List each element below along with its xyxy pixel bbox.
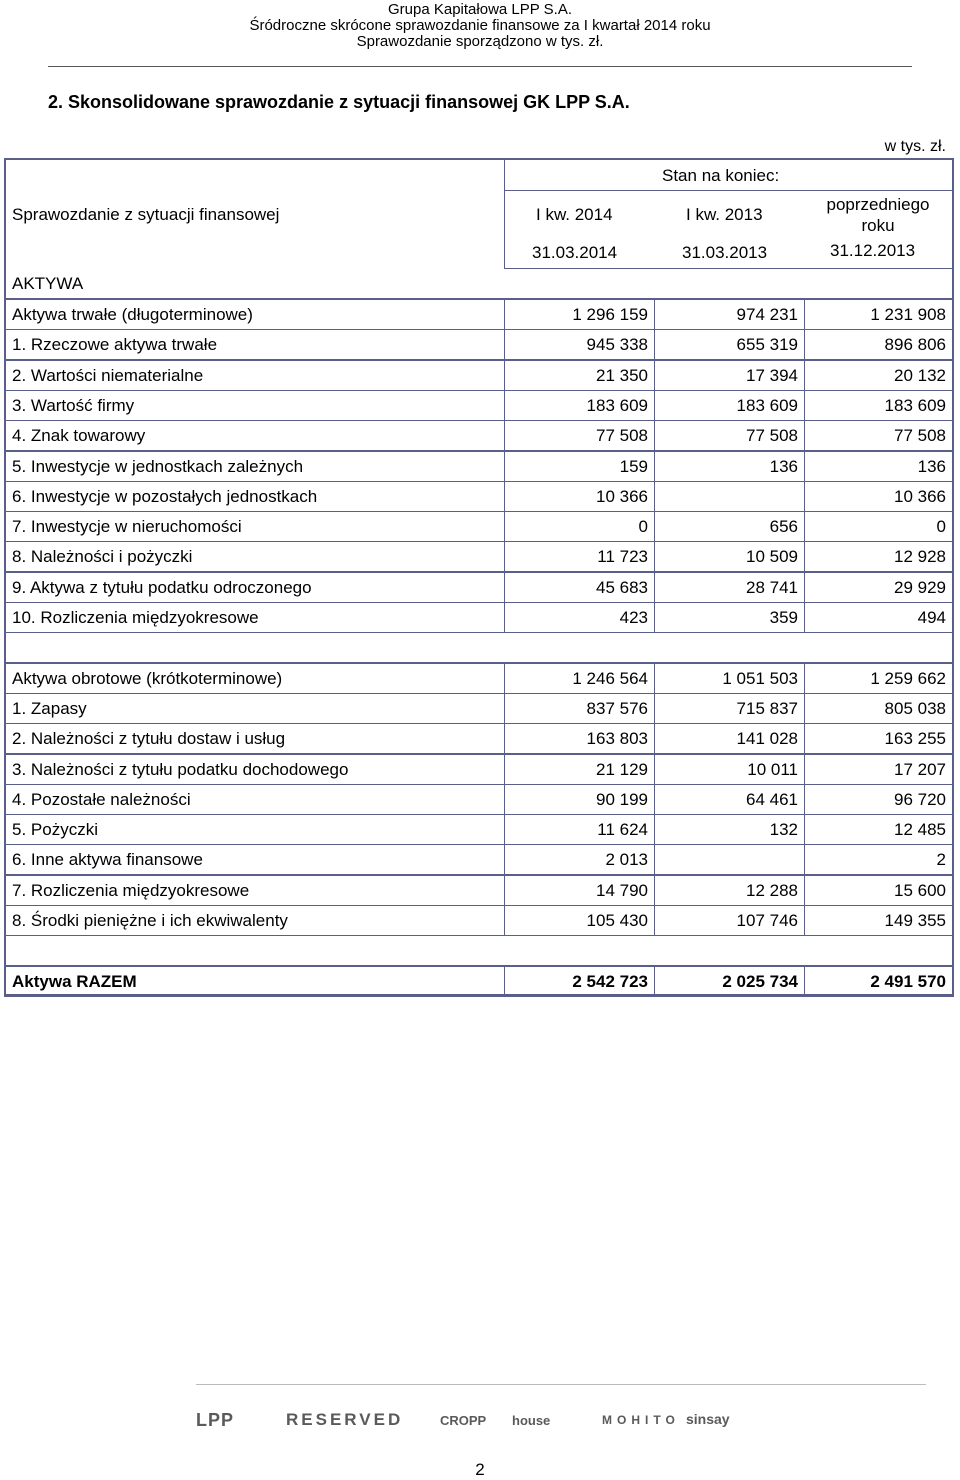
table-row	[4, 481, 954, 511]
row-label: 8. Środki pieniężne i ich ekwiwalenty	[12, 911, 288, 930]
table-row	[4, 541, 954, 571]
cell-v2: 136	[769, 457, 798, 476]
row-label: 6. Inne aktywa finansowe	[12, 850, 203, 869]
table-row	[4, 572, 954, 602]
row-label: 3. Wartość firmy	[12, 396, 135, 415]
col1-period: I kw. 2014	[536, 205, 613, 224]
cell-v1: 837 576	[586, 699, 648, 718]
col3-date: 31.12.2013	[830, 241, 916, 260]
header-grid-line	[504, 268, 954, 269]
house-logo: house	[512, 1413, 551, 1428]
cell-v1: 90 199	[596, 790, 648, 809]
row-header-label: Sprawozdanie z sytuacji finansowej	[12, 205, 280, 224]
sinsay-logo: sinsay	[686, 1411, 730, 1427]
cell-v3: 17 207	[894, 760, 946, 779]
cell-v3: 77 508	[894, 426, 946, 445]
table-row	[4, 632, 954, 662]
row-label: 5. Pożyczki	[12, 820, 98, 839]
aktywa-label: AKTYWA	[12, 274, 84, 293]
cell-v1: 105 430	[586, 911, 648, 930]
cell-v2: 107 746	[736, 911, 798, 930]
table-row	[4, 420, 954, 450]
cell-v3: 149 355	[884, 911, 946, 930]
cell-v3: 183 609	[884, 396, 946, 415]
table-row	[4, 360, 954, 390]
cell-v2: 359	[769, 608, 798, 627]
row-label: 9. Aktywa z tytułu podatku odroczonego	[12, 578, 312, 597]
table-row	[4, 814, 954, 844]
cell-v3: 136	[917, 457, 946, 476]
cell-v2: 10 011	[747, 760, 798, 779]
cell-v2: 183 609	[736, 396, 798, 415]
row-label: 3. Należności z tytułu podatku dochodowego	[12, 760, 349, 779]
header-currency-note: Sprawozdanie sporządzono w tys. zł.	[356, 33, 604, 50]
cell-v2: 64 461	[746, 790, 798, 809]
cell-v2: 77 508	[746, 426, 798, 445]
cell-v1: 2 013	[605, 850, 648, 869]
header-grid-line	[504, 190, 954, 191]
cell-v3: 1 259 662	[870, 669, 946, 688]
table-row	[4, 663, 954, 693]
footer-divider	[196, 1384, 926, 1385]
cell-v1: 14 790	[596, 881, 648, 900]
cell-v1: 423	[619, 608, 648, 627]
row-label: 4. Pozostałe należności	[12, 790, 191, 809]
row-label: 7. Rozliczenia międzyokresowe	[12, 881, 250, 900]
table-row	[4, 451, 954, 481]
row-label: Aktywa trwałe (długoterminowe)	[12, 305, 253, 324]
cell-v3: 96 720	[894, 790, 946, 809]
cell-v2: 141 028	[736, 729, 798, 748]
cell-v3: 805 038	[884, 699, 946, 718]
cell-v2: 10 509	[746, 547, 798, 566]
cell-v3: 494	[917, 608, 946, 627]
row-label: 6. Inwestycje w pozostałych jednostkach	[12, 487, 318, 506]
cell-v1: 2 542 723	[572, 972, 648, 991]
cell-v3: 2 491 570	[870, 972, 946, 991]
row-label: 5. Inwestycje w jednostkach zależnych	[12, 457, 304, 476]
cell-v1: 163 803	[586, 729, 648, 748]
cell-v3: 2	[936, 850, 946, 869]
cell-v1: 21 350	[596, 366, 648, 385]
cell-v2: 12 288	[746, 881, 798, 900]
row-label: 4. Znak towarowy	[12, 426, 146, 445]
cell-v2: 715 837	[736, 699, 798, 718]
cell-v1: 10 366	[596, 487, 648, 506]
lpp-logo: LPP	[196, 1410, 235, 1430]
cell-v3: 1 231 908	[870, 305, 946, 324]
table-row	[4, 511, 954, 541]
header-divider	[48, 66, 912, 67]
cell-v3: 896 806	[884, 335, 946, 354]
stan-na-koniec-label: Stan na koniec:	[662, 166, 780, 185]
table-row	[4, 390, 954, 420]
table-row	[4, 299, 954, 329]
cell-v2: 2 025 734	[722, 972, 798, 991]
row-label: Aktywa obrotowe (krótkoterminowe)	[12, 669, 283, 688]
table-row	[4, 329, 954, 359]
cell-v3: 29 929	[894, 578, 946, 597]
cell-v2: 655 319	[736, 335, 798, 354]
section-title: 2. Skonsolidowane sprawozdanie z sytuacji finansowej GK LPP S.A.	[48, 92, 630, 112]
mohito-logo: MOHITO	[602, 1413, 680, 1427]
row-label: 1. Rzeczowe aktywa trwałe	[12, 335, 218, 354]
table-row	[4, 875, 954, 905]
row-label: 8. Należności i pożyczki	[12, 547, 193, 566]
cell-v3: 12 485	[894, 820, 946, 839]
table-row	[4, 905, 954, 935]
cell-v2: 656	[769, 517, 798, 536]
cell-v3: 12 928	[894, 547, 946, 566]
cropp-logo: CROPP	[440, 1413, 487, 1428]
col3-period: poprzedniego roku	[826, 195, 930, 235]
reserved-logo: RESERVED	[286, 1410, 404, 1429]
cell-v1: 0	[638, 517, 648, 536]
table-row	[4, 966, 954, 996]
cell-v1: 11 624	[597, 820, 648, 839]
cell-v1: 183 609	[586, 396, 648, 415]
cell-v1: 1 246 564	[572, 669, 648, 688]
cell-v1: 159	[619, 457, 648, 476]
table-row	[4, 935, 954, 965]
row-label: 7. Inwestycje w nieruchomości	[12, 517, 242, 536]
table-row	[4, 602, 954, 632]
unit-label: w tys. zł.	[884, 138, 946, 155]
header-report-title: Śródroczne skrócone sprawozdanie finansowe za I kwartał 2014 roku	[249, 17, 711, 34]
row-label: 10. Rozliczenia międzyokresowe	[12, 608, 259, 627]
cell-v1: 77 508	[596, 426, 648, 445]
col2-date: 31.03.2013	[682, 243, 768, 262]
cell-v2: 28 741	[746, 578, 798, 597]
cell-v2: 1 051 503	[722, 669, 798, 688]
table-row	[4, 693, 954, 723]
cell-v1: 11 723	[597, 547, 648, 566]
header-grid-line	[504, 158, 505, 268]
cell-v1: 45 683	[596, 578, 648, 597]
row-label: 2. Należności z tytułu dostaw i usług	[12, 729, 286, 748]
header-company: Grupa Kapitałowa LPP S.A.	[388, 1, 572, 18]
table-row	[4, 723, 954, 753]
cell-v3: 10 366	[894, 487, 946, 506]
cell-v1: 1 296 159	[572, 305, 648, 324]
cell-v1: 21 129	[596, 760, 648, 779]
col1-date: 31.03.2014	[532, 243, 618, 262]
col2-period: I kw. 2013	[686, 205, 763, 224]
table-row	[4, 844, 954, 874]
row-label: 1. Zapasy	[12, 699, 87, 718]
cell-v2: 17 394	[746, 366, 798, 385]
cell-v1: 945 338	[586, 335, 648, 354]
cell-v3: 0	[936, 517, 946, 536]
cell-v2: 132	[769, 820, 798, 839]
row-label: Aktywa RAZEM	[12, 972, 137, 991]
row-label: 2. Wartości niematerialne	[12, 366, 204, 385]
cell-v3: 163 255	[884, 729, 946, 748]
cell-v2: 974 231	[736, 305, 798, 324]
page-number: 2	[475, 1460, 485, 1479]
table-row	[4, 784, 954, 814]
cell-v3: 20 132	[894, 366, 946, 385]
cell-v3: 15 600	[894, 881, 946, 900]
table-row	[4, 754, 954, 784]
